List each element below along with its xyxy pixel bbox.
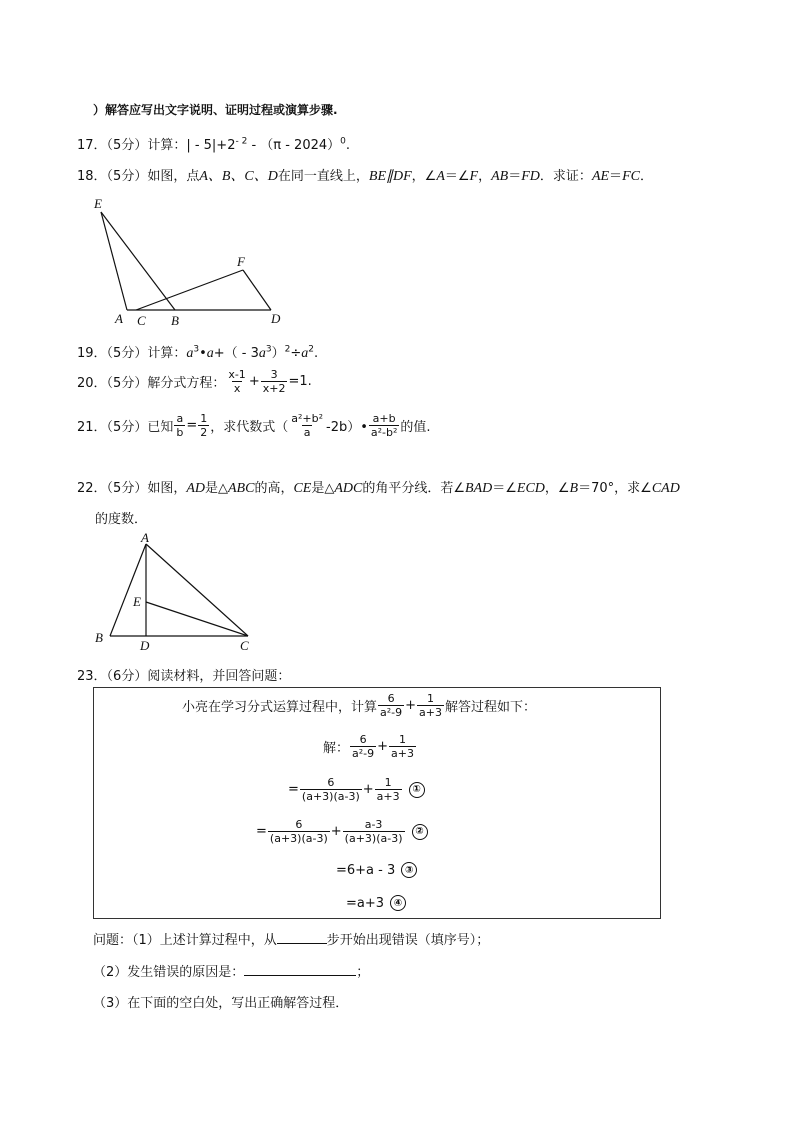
q21-frac2-num: a+b: [372, 412, 396, 425]
q22-figure: [90, 530, 260, 655]
step-marker-2: ②: [412, 824, 428, 840]
step-marker-1: ①: [409, 782, 425, 798]
sub-question-2: [93, 961, 369, 980]
q18-angle-f: F: [469, 169, 479, 184]
frac-den: a+3: [419, 706, 443, 719]
q21-eq: =: [186, 418, 198, 433]
frac-num: a-3: [364, 818, 383, 831]
q22-b: B: [569, 481, 579, 496]
question-18: [77, 165, 653, 185]
q22-ce: CE: [293, 481, 312, 496]
q17-prefix: 17．（5分）计算：| - 5|+2: [77, 138, 236, 153]
q19-exp-2: 3: [265, 344, 272, 355]
q18-text-5: ＝: [508, 169, 522, 184]
question-17: [77, 134, 350, 153]
q18-text-2: ，∠: [411, 169, 437, 184]
frac-den: a+3: [391, 747, 415, 760]
section-instruction: ）解答应写出文字说明、证明过程或演算步骤.: [93, 103, 338, 117]
q21-minus: -2b）•: [326, 420, 368, 435]
q19-var-4: a: [301, 346, 309, 361]
q22-t5: ＝∠: [492, 481, 517, 496]
label-b: B: [95, 630, 103, 645]
question-23-title: 23．（6分）阅读材料，并回答问题：: [77, 669, 291, 684]
label-a: A: [141, 530, 149, 545]
q23-intro: [182, 692, 536, 719]
q23-intro-prefix: 小亮在学习分式运算过程中，计算: [182, 700, 378, 715]
q21-frac2-den: a²-b²: [370, 426, 398, 439]
frac-num: 1: [427, 692, 435, 705]
q18-text-3: ＝∠: [444, 169, 470, 184]
q21-ab-num: a: [176, 412, 184, 425]
question-22-line-1: [77, 477, 680, 497]
q21-frac1-num: a²+b²: [291, 412, 323, 425]
label-d: D: [140, 638, 150, 653]
line-ac: [146, 544, 248, 636]
q22-t6: ，∠: [544, 481, 570, 496]
q20-fraction-1: [226, 368, 247, 395]
q20-plus: +: [248, 374, 260, 389]
q22-t1: 是△: [205, 481, 228, 496]
q23-step-4: [346, 895, 406, 911]
frac-num: 6: [295, 818, 303, 831]
frac-num: 6: [359, 733, 367, 746]
q20-end: =1.: [288, 374, 312, 389]
answer-blank-1[interactable]: [277, 943, 327, 944]
q22-ecd: ECD: [516, 481, 545, 496]
frac-den: (a+3)(a-3): [269, 832, 328, 845]
q22-adc: ADC: [334, 481, 363, 496]
reading-material-box: [93, 687, 661, 919]
step-marker-3: ③: [401, 862, 417, 878]
label-e: E: [94, 196, 102, 211]
q19-plus: +（ - 3: [213, 346, 259, 361]
label-b: B: [171, 313, 179, 328]
q21-ab-den: b: [176, 426, 184, 439]
q18-text-1: 在同一直线上，: [277, 169, 369, 184]
question-22-line-2: 的度数．: [95, 512, 148, 527]
q22-abc: ABC: [228, 481, 255, 496]
q18-goal-fc: FC: [622, 169, 640, 184]
question-21: [77, 412, 431, 439]
frac-den: (a+3)(a-3): [301, 790, 360, 803]
q20-frac1-num: x-1: [228, 368, 246, 381]
q22-bad: BAD: [465, 481, 493, 496]
q21-fraction-2: [369, 412, 400, 439]
q19-var-2: a: [206, 346, 214, 361]
q18-seg-ab: AB: [491, 169, 509, 184]
q23-solve-frac-a: [350, 733, 376, 760]
q23-step1-plus: +: [362, 782, 374, 797]
frac-den: a+3: [376, 790, 400, 803]
q20-frac1-den: x: [233, 382, 241, 395]
q21-end: 的值.: [400, 420, 431, 435]
line-ec: [146, 602, 248, 636]
label-c: C: [240, 638, 249, 653]
q18-text-6: ．求证：: [539, 169, 592, 184]
frac-den: (a+3)(a-3): [344, 832, 403, 845]
q23-step4-expr: =a+3: [346, 895, 385, 911]
q19-var-1: a: [186, 346, 194, 361]
q23-solve-plus: +: [377, 739, 389, 754]
step-marker-4: ④: [390, 895, 406, 911]
q23-step2-eq: =: [256, 824, 267, 839]
line-ea: [101, 212, 127, 310]
q23-step-1: [288, 776, 425, 803]
frac-den: a²-9: [380, 706, 403, 719]
q21-frac1-den: a: [303, 426, 311, 439]
q19-var-3: a: [258, 346, 266, 361]
sub-question-1-suffix: 步开始出现错误（填序号）；: [326, 933, 490, 948]
q23-intro-frac-b: [417, 692, 444, 719]
q19-exp-3: 2: [284, 344, 291, 355]
q23-step2-frac-b: [343, 818, 405, 845]
question-20: [77, 368, 312, 395]
q18-seg-fd: FD: [521, 169, 540, 184]
sub-question-3: （3）在下面的空白处，写出正确解答过程．: [93, 996, 349, 1011]
q18-figure: [85, 190, 295, 330]
q18-angle-a: A: [436, 169, 445, 184]
line-cf: [136, 270, 243, 310]
q23-step1-frac-a: [300, 776, 362, 803]
frac-num: 6: [387, 692, 395, 705]
q18-condition-parallel: BE∥DF: [368, 169, 412, 184]
q22-t4: 的角平分线．若∠: [362, 481, 466, 496]
q20-prefix: 20．（5分）解分式方程：: [77, 376, 226, 391]
sub-question-2-suffix: ；: [356, 965, 370, 980]
q23-step-2: [256, 818, 428, 845]
q18-text-7: ＝: [609, 169, 623, 184]
q18-prefix: 18．（5分）如图，点: [77, 169, 200, 184]
label-d: D: [271, 311, 281, 326]
q21-half-den: 2: [200, 426, 208, 439]
q17-end: .: [345, 138, 351, 153]
q22-t3: 是△: [311, 481, 335, 496]
sub-question-1: [93, 929, 489, 948]
q19-end: .: [313, 346, 319, 361]
q23-solve-frac-b: [389, 733, 416, 760]
sub-question-2-prefix: （2）发生错误的原因是：: [93, 965, 245, 980]
q20-frac2-den: x+2: [262, 382, 286, 395]
label-f: F: [237, 254, 245, 269]
q17-exponent-1: - 2: [235, 136, 248, 147]
answer-blank-2[interactable]: [244, 975, 356, 976]
q18-text-4: ，: [478, 169, 492, 184]
q18-goal-ae: AE: [591, 169, 610, 184]
line-fd: [243, 270, 271, 310]
q19-dot: •: [199, 346, 207, 361]
question-19: [77, 342, 318, 362]
q19-div: ÷: [290, 346, 302, 361]
frac-num: 1: [399, 733, 407, 746]
q22-t7: ＝70°，求∠: [578, 481, 652, 496]
q21-mid: ，求代数式（: [210, 420, 289, 435]
q20-fraction-2: [261, 368, 288, 395]
q23-intro-suffix: 解答过程如下：: [445, 700, 537, 715]
q17-mid: - （π - 2024）: [247, 138, 341, 153]
line-ab: [110, 544, 146, 636]
label-a: A: [115, 311, 123, 326]
q23-step2-frac-a: [268, 818, 330, 845]
q21-fraction-1: [289, 412, 325, 439]
q21-fraction-ab: [174, 412, 185, 439]
q19-exp-1: 3: [193, 344, 200, 355]
q22-cad: CAD: [651, 481, 680, 496]
q21-half-num: 1: [200, 412, 208, 425]
q23-solve-line: [323, 733, 417, 760]
line-eb: [101, 212, 175, 310]
q23-intro-frac-a: [378, 692, 404, 719]
q19-close: ）: [271, 346, 285, 361]
q23-step1-frac-b: [375, 776, 402, 803]
q18-points: A、B、C、D: [199, 169, 278, 184]
q23-intro-plus: +: [405, 698, 417, 713]
q19-exp-4: 2: [308, 344, 314, 355]
q23-step2-plus: +: [330, 824, 342, 839]
q19-prefix: 19．（5分）计算：: [77, 346, 187, 361]
sub-question-1-prefix: 问题：（1）上述计算过程中，从: [93, 933, 277, 948]
frac-num: 6: [327, 776, 335, 789]
frac-num: 1: [384, 776, 392, 789]
q17-exponent-2: 0: [340, 136, 346, 147]
q21-fraction-half: [198, 412, 209, 439]
label-e: E: [133, 594, 141, 609]
q23-step-3: [336, 862, 417, 878]
frac-den: a²-9: [352, 747, 375, 760]
q20-frac2-num: 3: [270, 368, 278, 381]
q22-ad: AD: [186, 481, 205, 496]
q21-prefix: 21．（5分）已知: [77, 420, 174, 435]
q22-t2: 的高，: [254, 481, 294, 496]
q18-text-8: ．: [639, 169, 653, 184]
q23-solve-label: 解：: [323, 741, 350, 756]
q23-step3-expr: =6+a - 3: [336, 862, 396, 878]
label-c: C: [137, 313, 146, 328]
q23-step1-eq: =: [288, 782, 299, 797]
q22-prefix: 22．（5分）如图，: [77, 481, 187, 496]
